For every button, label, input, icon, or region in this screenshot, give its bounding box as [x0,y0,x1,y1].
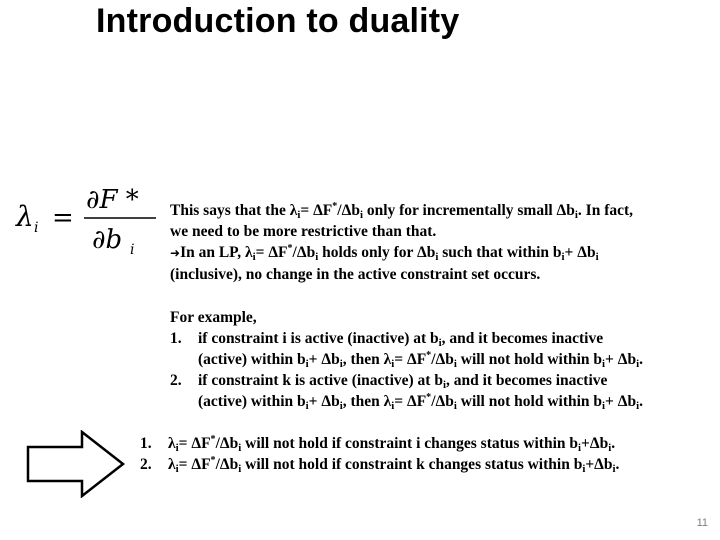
para1-line4: (inclusive), no change in the active constraint set occurs. [170,266,541,283]
list-number: 1. [140,435,152,452]
formula-denominator: ∂b [92,225,123,255]
formula-denominator-sub: i [130,242,135,258]
conclusion-item: 2. $\lambda_i= \Delta F^*/\Delta b_i$ will not hold if constraint k changes status within $b_i+\Delta b_i$. [140,454,620,475]
paragraph-two [170,307,715,412]
paragraph-one [170,200,715,285]
list-number: 1. [170,330,182,347]
conclusion-item: 1. $\lambda_i= \Delta F^*/\Delta b_i$ will not hold if constraint i changes status within $b_i+\Delta b_i$. [140,433,616,454]
formula-lhs-sub: i [34,220,39,236]
lambda-formula [8,180,158,260]
conclusions-list [140,433,715,475]
slide-title: Introduction to duality [96,2,460,40]
list-number: 2. [140,456,152,473]
para1-line1: This says that the $\lambda_i= \Delta F^*/\Delta b_i$ only for incrementally small $\Delta b_i$. In fact, [170,200,634,221]
formula-equals: = [52,203,74,233]
block-right-arrow-icon [26,430,126,498]
example-item: 2. if constraint k is active (inactive) at $b_i$, and it becomes inactive (active) within $b_i+ \Delta b_i$, then $\lambda_i= \Delta F^*/\Delta b_i$ will not hold within $b_i+ \Delta b_i$. [170,372,643,412]
para1-line3: ➜In an LP, $\lambda_i= \Delta F^*/\Delta b_i$ holds only for $\Delta b_i$ such that within $b_i+ \Delta b_i$ [170,242,599,263]
example-item: 1. if constraint i is active (inactive) at $b_i$, and it becomes inactive (active) within $b_i+ \Delta b_i$, then $\lambda_i= \Delta F^*/\Delta b_i$ will not hold within $b_i+ \Delta b_i$. [170,330,643,370]
para2-intro: For example, [170,309,257,326]
right-arrow-bullet-icon: ➜ [170,246,181,260]
list-number: 2. [170,372,182,389]
page-number: 11 [696,517,708,529]
para1-line2: we need to be more restrictive than that. [170,223,437,240]
formula-numerator: ∂F * [86,185,139,215]
formula-lhs: λ [16,200,34,233]
